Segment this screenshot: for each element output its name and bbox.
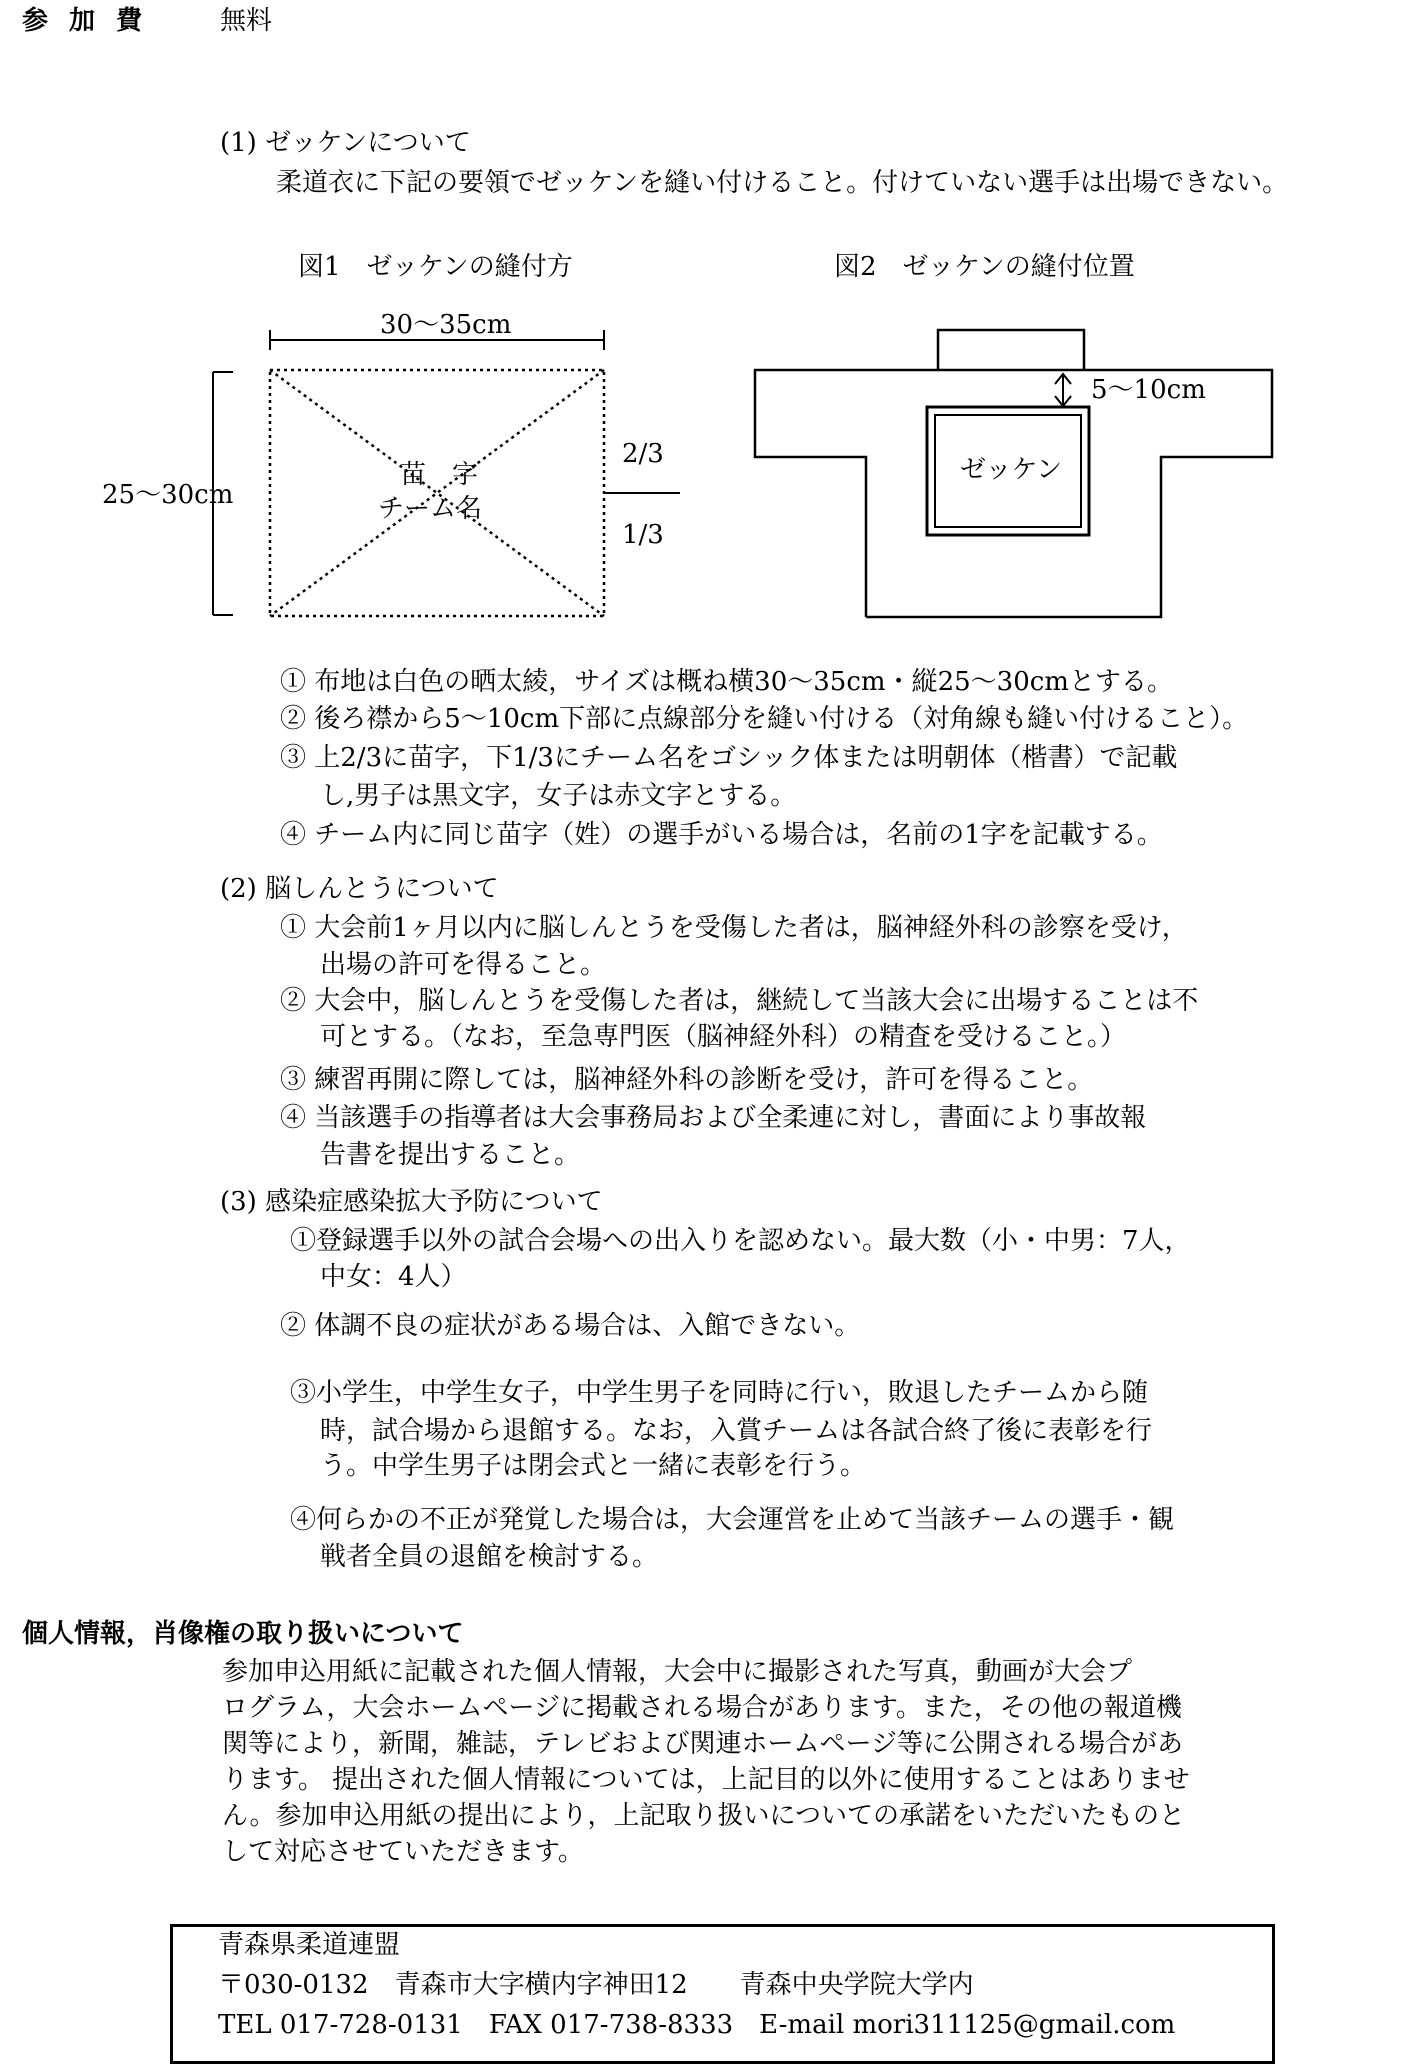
fig1-name-line1: 苗 字 xyxy=(400,460,479,490)
privacy-line-5: ん。参加申込用紙の提出により，上記取り扱いについての承諾をいただいたものと xyxy=(222,1801,1186,1831)
section2-item-3: ③ 練習再開に際しては，脳神経外科の診断を受け，許可を得ること。 xyxy=(280,1065,1094,1095)
privacy-line-6: して対応させていただきます。 xyxy=(222,1837,584,1867)
section2-item-1: ① 大会前1ヶ月以内に脳しんとうを受傷した者は，脳神経外科の診察を受け， xyxy=(280,913,1188,943)
privacy-line-3: 関等により，新聞，雑誌，テレビおよび関連ホームページ等に公開される場合があ xyxy=(222,1729,1183,1759)
section2-item-4: ④ 当該選手の指導者は大会事務局および全柔連に対し，書面により事故報 xyxy=(280,1103,1147,1133)
section1-item-4: ④ チーム内に同じ苗字（姓）の選手がいる場合は，名前の1字を記載する。 xyxy=(280,820,1163,850)
fig2-zekken-label: ゼッケン xyxy=(960,455,1063,485)
zekken-diagrams xyxy=(0,0,1426,640)
section1-item-1: ① 布地は白色の晒太綾，サイズは概ね横30〜35cm・縦25〜30cmとする。 xyxy=(280,667,1173,697)
contact-phone: TEL 017-728-0131 FAX 017-738-8333 E-mail mori311125@gmail.com xyxy=(218,2010,1176,2040)
fig1-title: 図1 ゼッケンの縫付方 xyxy=(298,252,573,282)
fig2-gap-arrow xyxy=(1055,374,1071,406)
section3-item-1: ①登録選手以外の試合会場への出入りを認めない。最大数（小・中男：7人， xyxy=(290,1226,1191,1256)
privacy-heading: 個人情報，肖像権の取り扱いについて xyxy=(22,1619,464,1649)
section3-item-4-cont: 戦者全員の退館を検討する。 xyxy=(320,1542,659,1572)
privacy-line-4: ります。 提出された個人情報については，上記目的以外に使用することはありませ xyxy=(222,1765,1190,1795)
section3-item-3-cont2: う。中学生男子は閉会式と一緒に表彰を行う。 xyxy=(320,1451,867,1481)
fee-label: 参 加 費 xyxy=(22,6,149,36)
section1-heading: (1) ゼッケンについて xyxy=(220,128,471,158)
fig1-lower-ratio: 1/3 xyxy=(622,520,664,550)
section3-heading: (3) 感染症感染拡大予防について xyxy=(220,1187,603,1217)
fee-value: 無料 xyxy=(220,6,273,36)
section1-item-2: ② 後ろ襟から5〜10cm下部に点線部分を縫い付ける（対角線も縫い付けること）。 xyxy=(280,704,1249,734)
privacy-line-2: ログラム，大会ホームページに掲載される場合があります。また，その他の報道機 xyxy=(222,1693,1182,1723)
section3-item-2: ② 体調不良の症状がある場合は、入館できない。 xyxy=(280,1311,861,1341)
section2-item-2: ② 大会中，脳しんとうを受傷した者は，継続して当該大会に出場することは不 xyxy=(280,986,1199,1016)
privacy-line-1: 参加申込用紙に記載された個人情報，大会中に撮影された写真，動画が大会プ xyxy=(222,1657,1133,1687)
section3-item-3: ③小学生，中学生女子，中学生男子を同時に行い，敗退したチームから随 xyxy=(290,1378,1149,1408)
contact-address: 〒030-0132 青森市大字横内字神田12 青森中央学院大学内 xyxy=(218,1970,974,2000)
fig1-height-label: 25〜30cm xyxy=(102,480,234,510)
section1-item-3: ③ 上2/3に苗字，下1/3にチーム名をゴシック体または明朝体（楷書）で記載 xyxy=(280,743,1178,773)
fig1-width-label: 30〜35cm xyxy=(380,310,512,340)
fig2-gap-label: 5〜10cm xyxy=(1091,375,1206,405)
section3-item-4: ④何らかの不正が発覚した場合は，大会運営を止めて当該チームの選手・観 xyxy=(290,1505,1175,1535)
fig1-upper-ratio: 2/3 xyxy=(622,439,664,469)
section2-item-1-cont: 出場の許可を得ること。 xyxy=(320,950,607,980)
section2-heading: (2) 脳しんとうについて xyxy=(220,874,499,904)
section3-item-1-cont: 中女：4人） xyxy=(320,1262,467,1292)
contact-org: 青森県柔道連盟 xyxy=(218,1930,401,1960)
section2-item-2-cont: 可とする。（なお，至急専門医（脳神経外科）の精査を受けること。） xyxy=(320,1022,1127,1052)
section1-item-3-cont: し,男子は黒文字，女子は赤文字とする。 xyxy=(320,781,797,811)
fig2-title: 図2 ゼッケンの縫付位置 xyxy=(834,252,1135,282)
fig1-name-line2: チーム名 xyxy=(378,494,483,524)
section1-intro: 柔道衣に下記の要領でゼッケンを縫い付けること。付けていない選手は出場できない。 xyxy=(276,168,1289,198)
section2-item-4-cont: 告書を提出すること。 xyxy=(320,1140,581,1170)
section3-item-3-cont1: 時，試合場から退館する。なお，入賞チームは各試合終了後に表彰を行 xyxy=(320,1416,1153,1446)
